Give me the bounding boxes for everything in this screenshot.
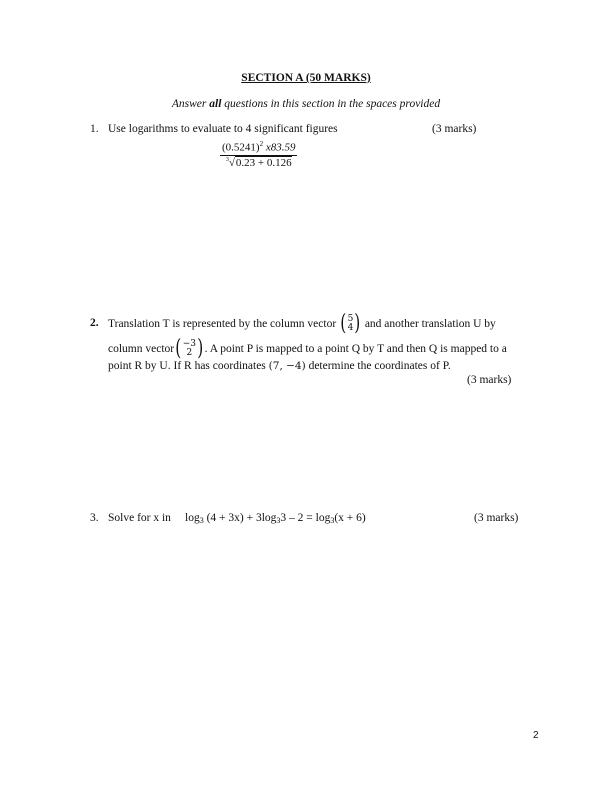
q3-number: 3. (90, 512, 99, 524)
q2-line1-post: and another translation U by (361, 318, 496, 330)
q2-line2-pre: column vector (108, 343, 175, 355)
q1-fraction (220, 140, 297, 169)
eq-part: (x + 6) (334, 512, 366, 524)
q2-line3-pre: point R by U. If R has coordinates (108, 360, 269, 372)
q3-marks: (3 marks) (474, 512, 519, 524)
vector-u-x: −3 (182, 339, 196, 350)
eq-part: log (185, 512, 200, 524)
page-number: 2 (533, 730, 539, 741)
r-coordinates: (7, −4) (268, 360, 306, 372)
q3-text: Solve for x in (108, 512, 171, 524)
q1-text: Use logarithms to evaluate to 4 significant figures (108, 123, 338, 135)
q1-denominator (220, 156, 297, 169)
vector-u-y: 2 (186, 348, 193, 359)
q2-line3 (108, 360, 451, 372)
instruction-bold: all (209, 98, 222, 110)
eq-base: 3 (276, 516, 281, 525)
vector-u: ( −3 2 ) (175, 336, 204, 362)
eq-part: 3 – 2 = log (280, 512, 331, 524)
q2-line1-pre: Translation T is represented by the column vector (108, 318, 340, 330)
q2-line1 (108, 311, 496, 337)
root-index: 3 (225, 156, 229, 163)
q1-numerator (220, 140, 297, 156)
num-rest: x83.59 (263, 141, 296, 154)
eq-part: (4 + 3x) + 3log (203, 512, 277, 524)
q2-marks: (3 marks) (467, 374, 512, 386)
instruction (0, 98, 612, 110)
instruction-pre: Answer (171, 98, 210, 110)
q2-line2-post: . A point P is mapped to a point Q by T and then Q is mapped to a (204, 343, 507, 355)
instruction-post: questions in this section in the spaces provided (221, 98, 441, 110)
q3-equation (185, 512, 366, 525)
section-title: SECTION A (50 MARKS) (241, 72, 371, 84)
q1-marks: (3 marks) (432, 123, 477, 135)
vector-t-x: 5 (347, 314, 354, 325)
num-base: (0.5241) (222, 141, 260, 154)
q2-line3-post: determine the coordinates of P. (305, 360, 451, 372)
cube-root: $^3$√0.23 + 0.126 (225, 156, 292, 169)
eq-base: 3 (330, 516, 335, 525)
eq-base: 3 (199, 516, 204, 525)
q1-number: 1. (90, 123, 99, 135)
vector-t-y: 4 (347, 323, 354, 334)
q2-number: 2. (90, 317, 99, 329)
vector-t: ( 5 4 ) (340, 311, 361, 337)
q2-line2 (108, 336, 507, 362)
num-exp: 2 (259, 140, 264, 148)
radicand: 0.23 + 0.126 (235, 156, 292, 169)
